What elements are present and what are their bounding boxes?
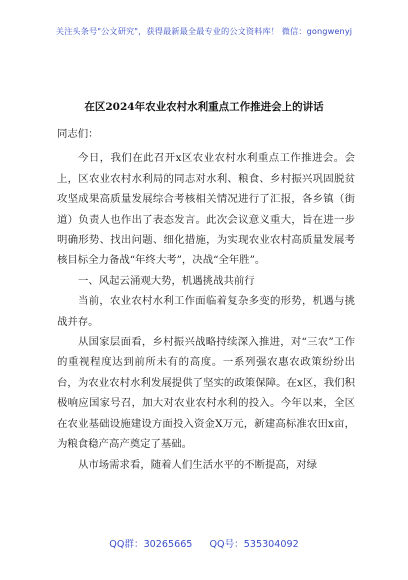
qq-number: QQ号：535304092 (209, 539, 299, 550)
qq-group: QQ群：30265665 (109, 539, 193, 550)
greeting: 同志们： (57, 128, 99, 140)
paragraph: 从市场需求看，随着人们生活水平的不断提高，对绿 (78, 458, 317, 471)
contact-footer (0, 536, 408, 550)
document-title: 在区2024年农业农村水利重点工作推进会上的讲话 (84, 101, 324, 113)
promo-header: 关注头条号"公文研究"，获得最新最全最专业的公文资料库！ 微信：gongwenyj (55, 26, 353, 36)
section-heading: 一、风起云涌观大势，机遇挑战共前行 (78, 274, 255, 287)
document-body (57, 121, 355, 475)
paragraph: 从国家层面看，乡村振兴战略持续深入推进，对“三农”工作的重视程度达到前所未有的高度。一系列强农惠农政策纷纷出台，为农业农村水利发展提供了坚实的政策保障。在x区，我们积极响应国家号召，加大对农业农村水利的投入。今年以来，全区在农业基础设施建设方面投入资金X万元，新建高标准农田x亩，为粮食稳产高产奠定了基础。 (57, 336, 355, 451)
paragraph: 当前，农业农村水利工作面临着复杂多变的形势，机遇与挑战并存。 (57, 295, 355, 328)
paragraph: 今日，我们在此召开x区农业农村水利重点工作推进会。会上，区农业农村水利局的同志对水利、粮食、乡村振兴巩固脱贫攻坚成果高质量发展综合考核相关情况进行了汇报，各乡镇（街道）负责人也作出了表态发言。此次会议意义重大，旨在进一步明确形势、找出问题、细化措施，为实现农业农村高质量发展考核目标全力备战“年终大考”，决战“全年胜”。 (57, 152, 355, 267)
